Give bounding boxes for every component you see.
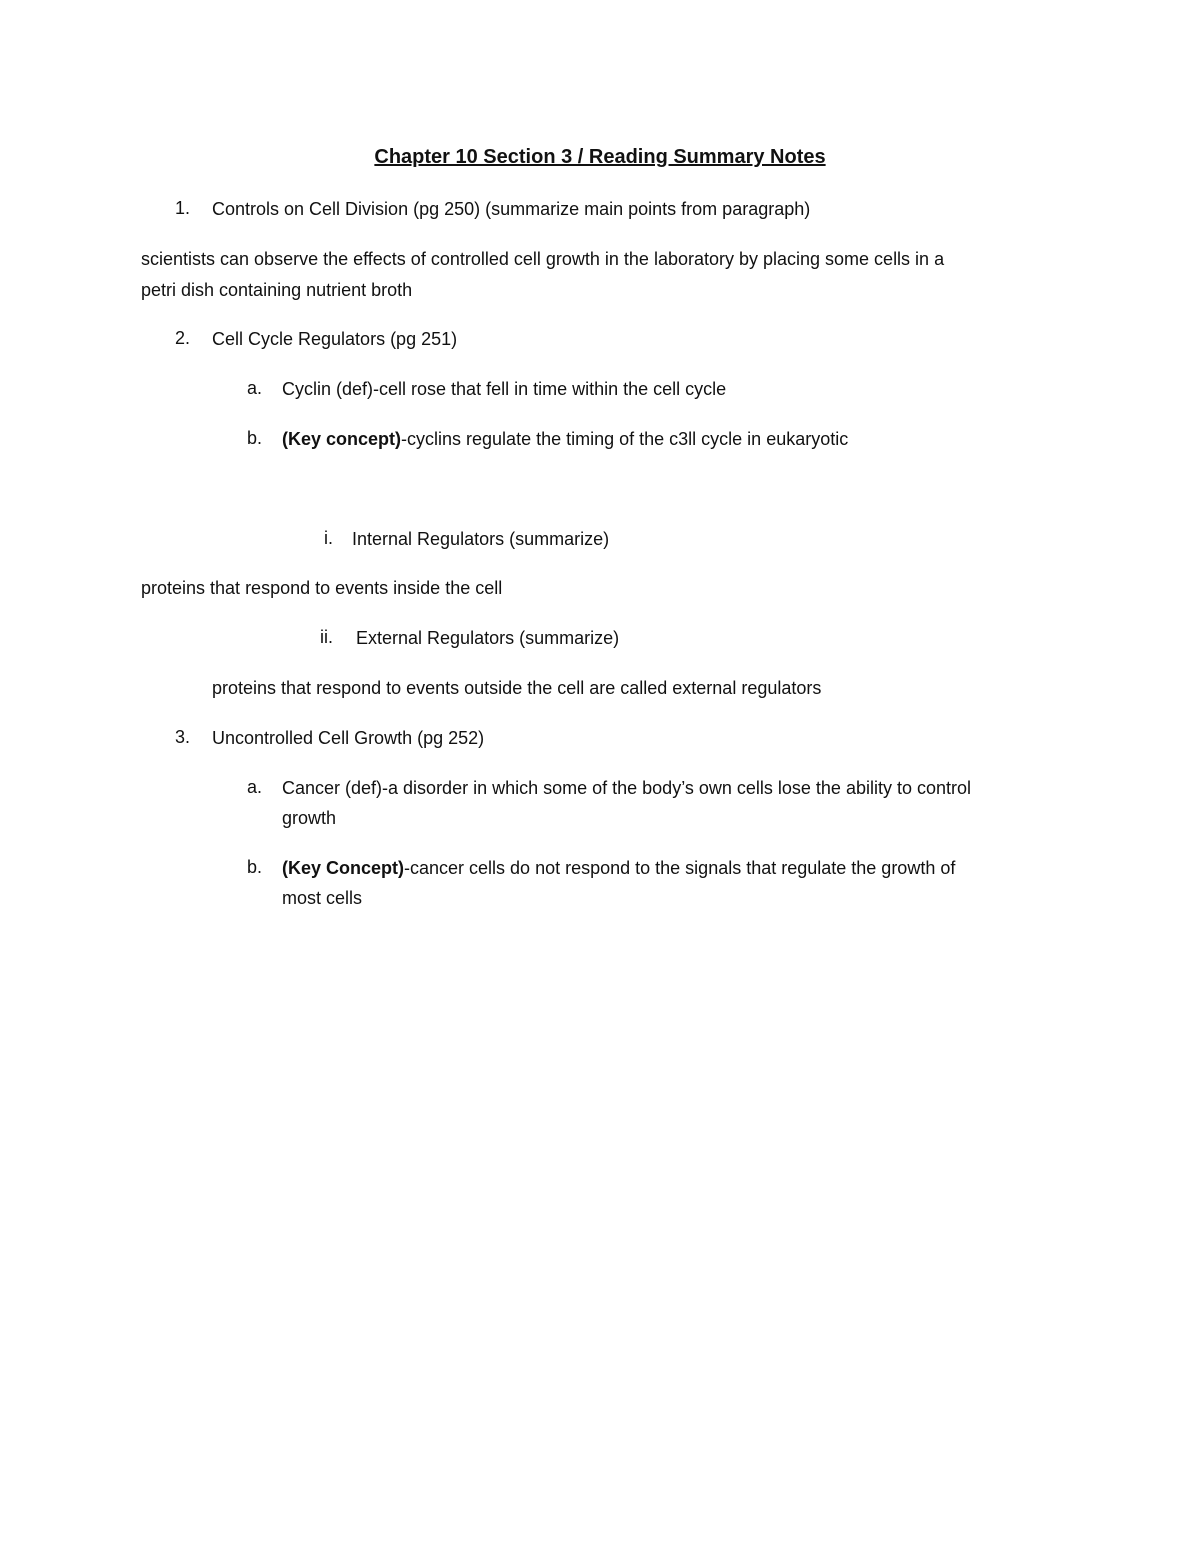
item-2b-marker: b. [246,428,262,448]
item-2a-marker: a. [246,378,262,398]
item-3-heading: Uncontrolled Cell Growth (pg 252) [212,728,485,748]
item-3b-text-line-1 [282,857,955,879]
item-3b-text-line-2: most cells [282,888,363,908]
item-3-marker: 3. [174,727,190,747]
item-3b-key-label: (Key Concept) [282,858,405,878]
item-2b-text [282,428,848,450]
item-2b-body: -cyclins regulate the timing of the c3ll cycle in eukaryotic [401,429,849,449]
item-2bii-marker: ii. [320,627,333,647]
item-2-marker: 2. [174,328,190,348]
item-3b-body: -cancer cells do not respond to the signals that regulate the growth of [404,858,956,878]
item-2a-text: Cyclin (def)-cell rose that fell in time within the cell cycle [282,379,727,399]
item-2bi-marker: i. [324,528,333,548]
item-1-answer-line-1: scientists can observe the effects of controlled cell growth in the laboratory by placing some cells in a [141,249,945,269]
item-3a-text-line-2: growth [282,808,337,828]
item-3a-text-line-1: Cancer (def)-a disorder in which some of the body’s own cells lose the ability to control [282,778,972,798]
page-title: Chapter 10 Section 3 / Reading Summary Notes [374,146,826,168]
item-1-marker: 1. [174,198,190,218]
item-2bi-text: Internal Regulators (summarize) [352,529,610,549]
item-3b-marker: b. [246,857,262,877]
item-2b-key-label: (Key concept) [282,429,402,449]
item-3a-marker: a. [246,777,262,797]
item-1-answer-line-2: petri dish containing nutrient broth [141,280,413,300]
item-1-heading: Controls on Cell Division (pg 250) (summarize main points from paragraph) [212,199,811,219]
item-2-heading: Cell Cycle Regulators (pg 251) [212,329,458,349]
item-2bii-answer: proteins that respond to events outside the cell are called external regulators [212,678,822,698]
item-2bi-answer: proteins that respond to events inside the cell [141,578,503,598]
item-2bii-text: External Regulators (summarize) [356,628,620,648]
